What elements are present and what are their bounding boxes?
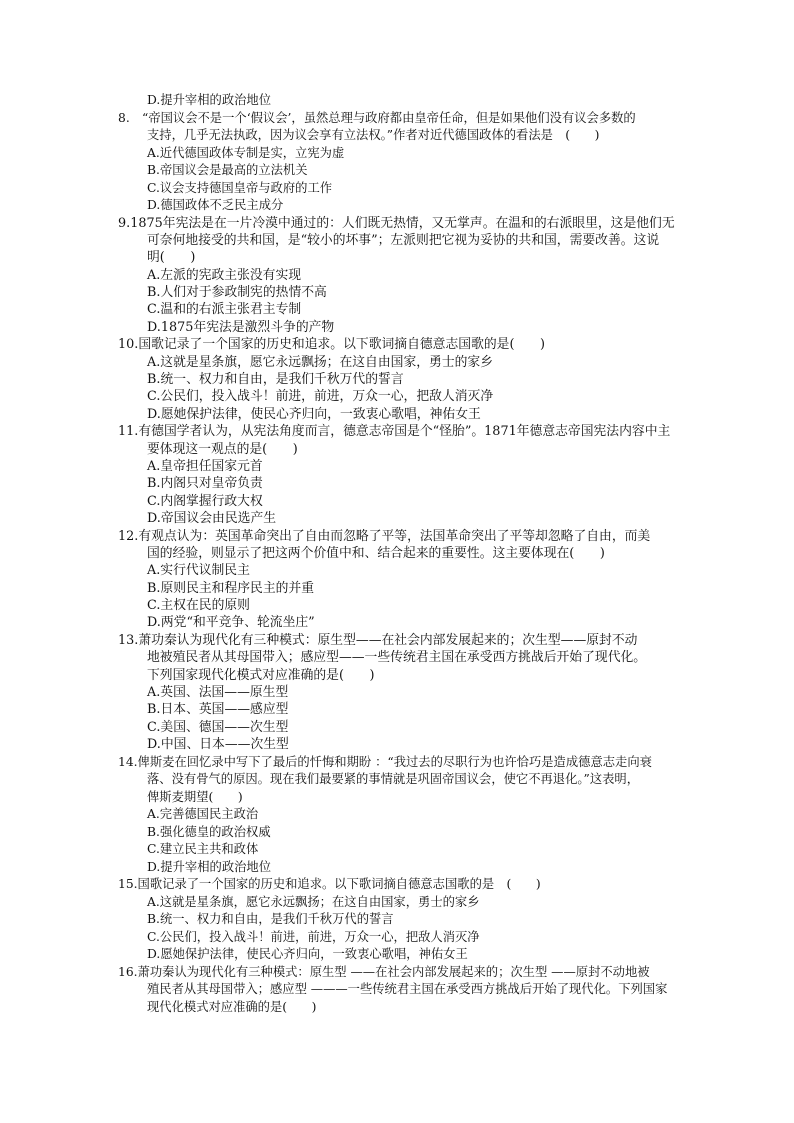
- option-d: D.中国、日本——次生型: [147, 737, 289, 753]
- option-c: C.温和的右派主张君主专制: [147, 302, 302, 318]
- question-11: [118, 423, 698, 527]
- question-stem-line: 14.俾斯麦在回忆录中写下了最后的忏悔和期盼 ：“我过去的尽职行为也许恰巧是造成德意志走向衰: [118, 754, 652, 769]
- option-a: A.完善德国民主政治: [147, 807, 259, 822]
- option-d: D.1875年宪法是激烈斗争的产物: [147, 319, 335, 335]
- option-d: D.愿她保护法律，使民心齐归向，一致衷心歌唱，神佑女王: [147, 947, 468, 962]
- option-a: A.皇帝担任国家元首: [147, 458, 263, 474]
- option-b: B.内阁只对皇帝负责: [147, 476, 263, 492]
- question-stem-line: 12.有观点认为：英国革命突出了自由而忽略了平等，法国革命突出了平等却忽略了自由，而美: [118, 528, 651, 544]
- option-d: D.帝国议会由民选产生: [147, 511, 277, 527]
- option-c: C.公民们，投入战斗！前进，前进，万众一心，把敌人消灭净: [147, 929, 480, 944]
- question-stem-line: 下列国家现代化模式对应准确的是( ): [147, 667, 375, 683]
- option-c: C.美国、德国——次生型: [147, 719, 289, 735]
- option-d: D.愿她保护法律，使民心齐归向，一致衷心歌唱，神佑女王: [147, 406, 481, 422]
- question-stem-line: 8. “帝国议会不是一个‘假议会’，虽然总理与政府都由皇帝任命，但是如果他们没有议会多数的: [118, 110, 636, 125]
- option-a: A.近代德国政体专制是实，立宪为虚: [147, 145, 345, 160]
- exam-page: [118, 92, 698, 1016]
- question-16: [118, 964, 698, 1017]
- question-stem-line: 明( ): [147, 250, 196, 266]
- option-c: C.建立民主共和政体: [147, 842, 259, 857]
- option-b: B.统一、权力和自由，是我们千秋万代的誓言: [147, 912, 394, 927]
- question-stem-line: 现代化模式对应准确的是( ): [147, 999, 317, 1014]
- question-10: [118, 336, 698, 423]
- question-stem-line: 13.萧功秦认为现代化有三种模式：原生型——在社会内部发展起来的；次生型——原封不动: [118, 632, 638, 648]
- option-c: C.议会支持德国皇帝与政府的工作: [147, 180, 333, 195]
- question-8: [118, 110, 698, 215]
- option-a: A.实行代议制民主: [147, 563, 250, 579]
- option-d: D.提升宰相的政治地位: [147, 859, 272, 874]
- question-stem-line: 9.1875年宪法是在一片冷漠中通过的：人们既无热情，又无掌声。在温和的右派眼里，这是他们无: [118, 215, 675, 231]
- option-b: B.日本、英国——感应型: [147, 702, 289, 718]
- question-12: [118, 528, 698, 632]
- question-stem-line: 俾斯麦期望( ): [147, 789, 243, 804]
- question-stem-line: 可奈何地接受的共和国，是“较小的坏事”；左派则把它视为妥协的共和国，需要改善。这说: [147, 232, 660, 248]
- option-d: D.两党“和平竞争、轮流坐庄”: [147, 615, 315, 631]
- option-c: C.主权在民的原则: [147, 598, 250, 614]
- option-a: A.这就是星条旗，愿它永远飘扬；在这自由国家，勇士的家乡: [147, 354, 494, 370]
- option-b: B.原则民主和程序民主的并重: [147, 580, 315, 596]
- question-stem-line: 落、没有骨气的原因。现在我们最要紧的事情就是巩固帝国议会，使它不再退化。”这表明，: [147, 772, 640, 787]
- question-stem-line: 地被殖民者从其母国带入；感应型——一些传统君主国在承受西方挑战后开始了现代化。: [147, 650, 647, 666]
- option-c: C.公民们，投入战斗！前进，前进，万众一心，把敌人消灭净: [147, 389, 494, 405]
- question-14: [118, 754, 698, 877]
- question-stem-line: 10.国歌记录了一个国家的历史和追求。以下歌词摘自德意志国歌的是( ): [118, 337, 546, 353]
- question-stem-line: 殖民者从其母国带入；感应型 ———一些传统君主国在承受西方挑战后开始了现代化。下列国家: [147, 982, 668, 997]
- question-stem-line: 国的经验，则显示了把这两个价值中和、结合起来的重要性。这主要体现在( ): [147, 545, 605, 561]
- question-stem-line: 16.萧功秦认为现代化有三种模式：原生型 ——在社会内部发展起来的；次生型 ——原封不动地被: [118, 964, 650, 979]
- question-stem-line: 要体现这一观点的是( ): [147, 441, 298, 457]
- question-7-tail: [118, 92, 698, 110]
- option-b: B.统一、权力和自由，是我们千秋万代的誓言: [147, 372, 404, 388]
- option-d: D.提升宰相的政治地位: [147, 93, 272, 107]
- question-13: [118, 632, 698, 754]
- question-stem-line: 11.有德国学者认为，从宪法角度而言，德意志帝国是个“怪胎”。1871年德意志帝国宪法内容中主: [118, 424, 671, 440]
- question-stem-line: 支持，几乎无法执政，因为议会享有立法权。”作者对近代德国政体的看法是 ( ): [147, 128, 600, 142]
- question-stem-line: 15.国歌记录了一个国家的历史和追求。以下歌词摘自德意志国歌的是 ( ): [118, 877, 541, 892]
- option-b: B.人们对于参政制宪的热情不高: [147, 285, 327, 301]
- option-d: D.德国政体不乏民主成分: [147, 198, 284, 212]
- option-a: A.左派的宪政主张没有实现: [147, 267, 302, 283]
- question-9: [118, 215, 698, 337]
- option-c: C.内阁掌握行政大权: [147, 493, 263, 509]
- question-15: [118, 876, 698, 964]
- option-a: A.这就是星条旗，愿它永远飘扬；在这自由国家，勇士的家乡: [147, 894, 480, 909]
- option-b: B.强化德皇的政治权威: [147, 824, 271, 839]
- option-b: B.帝国议会是最高的立法机关: [147, 163, 308, 177]
- option-a: A.英国、法国——原生型: [147, 685, 289, 701]
